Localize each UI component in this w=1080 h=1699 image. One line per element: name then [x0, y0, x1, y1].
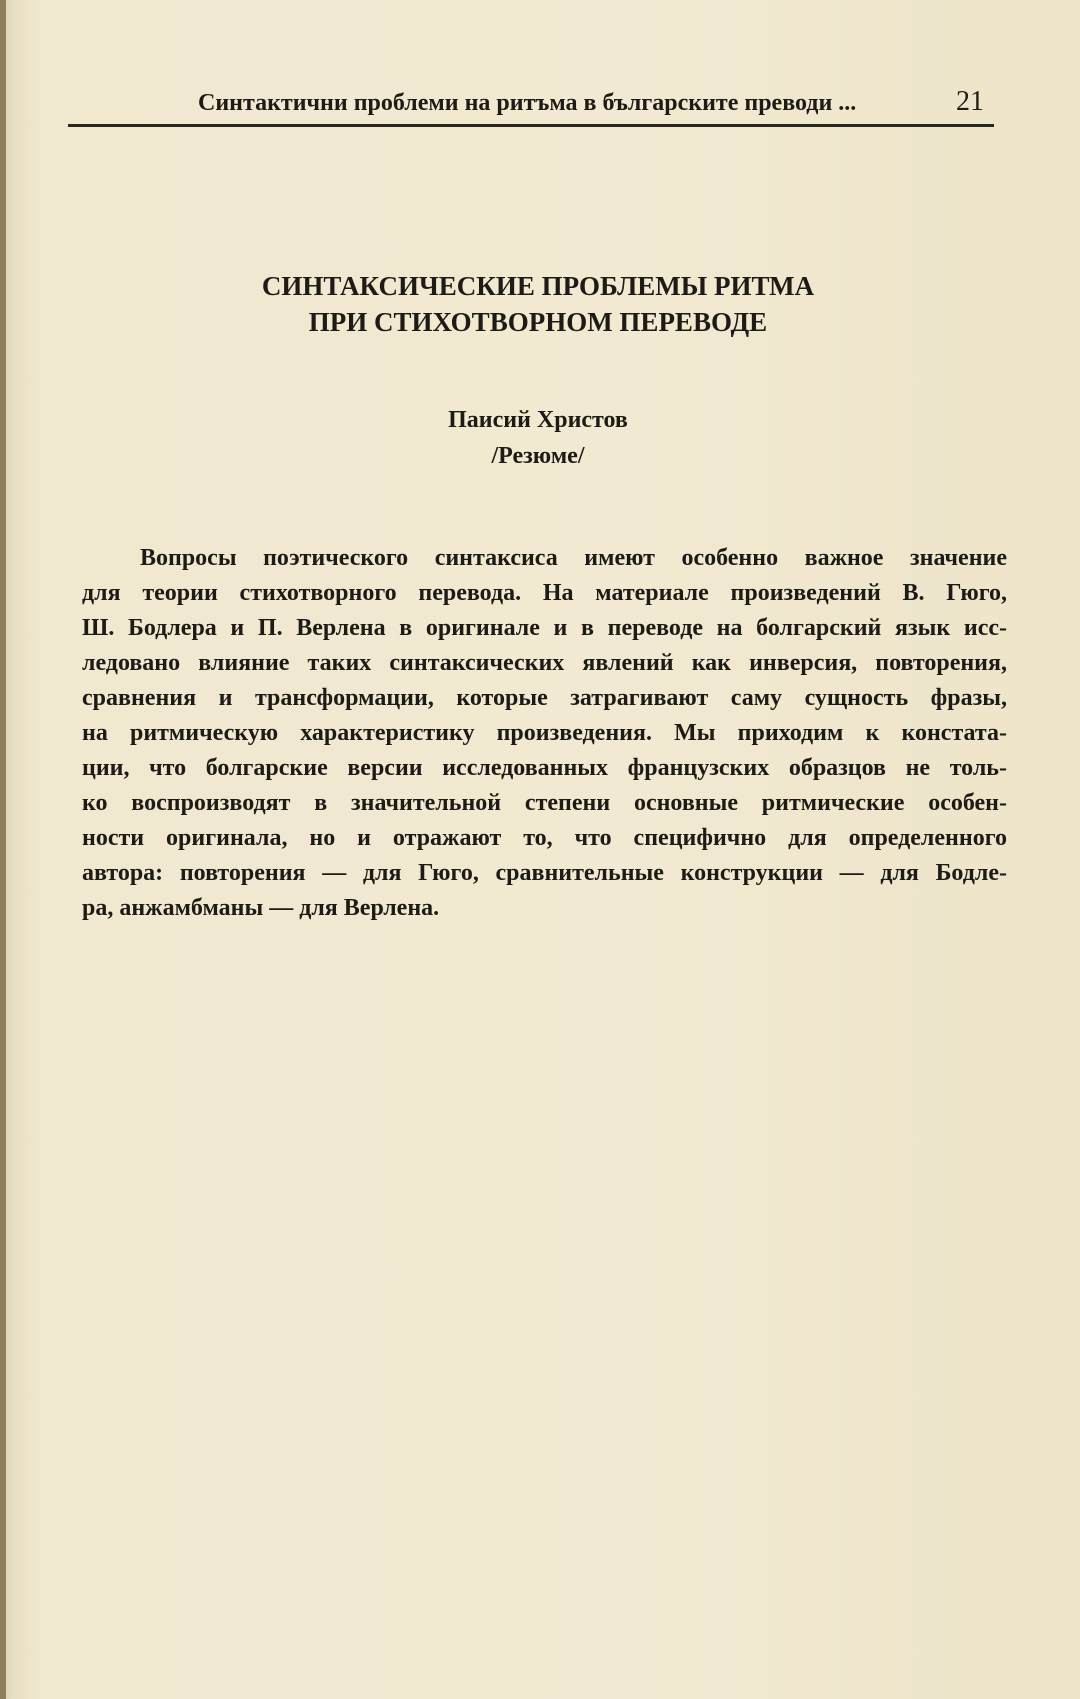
title-line-2: ПРИ СТИХОТВОРНОМ ПЕРЕВОДЕ: [308, 307, 768, 337]
book-spine-shadow: [0, 0, 6, 1699]
paragraph-line: сравнения и трансформации, которые затрагивают саму сущность фразы,: [82, 685, 1007, 711]
running-head-title: Синтактични проблеми на ритъма в българските преводи ...: [198, 90, 857, 116]
article-title: [68, 268, 1008, 340]
title-line-1: СИНТАКСИЧЕСКИЕ ПРОБЛЕМЫ РИТМА: [261, 271, 815, 301]
author-name: Паисий Христов: [448, 407, 628, 433]
summary-paragraph: [82, 541, 1007, 926]
summary-label: /Резюме/: [491, 443, 585, 469]
author-block: [68, 402, 1008, 474]
header-rule: [68, 124, 994, 127]
running-head: [68, 86, 994, 126]
paragraph-line: ра, анжамбманы — для Верлена.: [82, 895, 440, 921]
paragraph-line: ко воспроизводят в значительной степени основные ритмические особен-: [82, 790, 1007, 816]
paragraph-line: на ритмическую характеристику произведения. Мы приходим к констата-: [82, 720, 1007, 746]
paragraph-line: автора: повторения — для Гюго, сравнительные конструкции — для Бодле-: [82, 860, 1007, 886]
page-number: 21: [956, 86, 984, 117]
paragraph-line: Вопросы поэтического синтаксиса имеют особенно важное значение: [140, 545, 1007, 571]
paragraph-line: ледовано влияние таких синтаксических явлений как инверсия, повторения,: [82, 650, 1007, 676]
paragraph-line: ции, что болгарские версии исследованных французских образцов не толь-: [82, 755, 1007, 781]
paragraph-line: ности оригинала, но и отражают то, что специфично для определенного: [82, 825, 1007, 851]
paragraph-line: для теории стихотворного перевода. На материале произведений В. Гюго,: [82, 580, 1007, 606]
paragraph-line: Ш. Бодлера и П. Верлена в оригинале и в переводе на болгарский язык исс-: [82, 615, 1007, 641]
